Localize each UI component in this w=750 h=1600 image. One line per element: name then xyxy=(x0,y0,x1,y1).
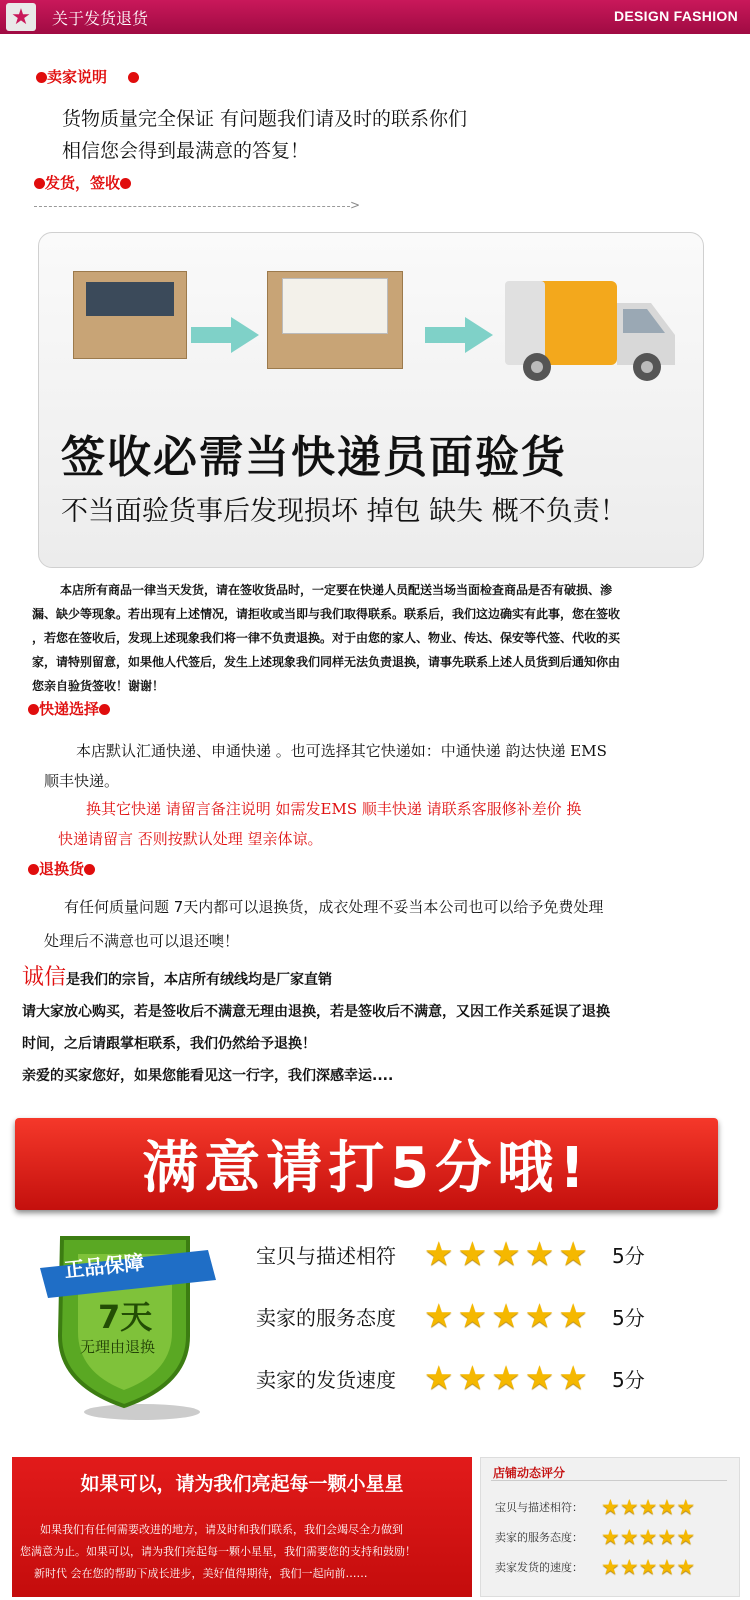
open-box-icon xyxy=(73,271,187,359)
footer-lines: 如果我们有任何需要改进的地方，请及时和我们联系，我们会竭尽全力做到 您满意为止。如果可以，请为我们亮起每一颗小星星，我们需要您的支持和鼓励！ 新时代 会在您的帮助下成长进步，美好值得期待，我们一起向前…… xyxy=(20,1523,416,1580)
star-icon: ★ xyxy=(601,1555,620,1579)
footer-message xyxy=(12,1457,472,1597)
rating-label: 宝贝与描述相符 xyxy=(256,1244,396,1268)
seller-line-1: 货物质量完全保证 有问题我们请及时的联系你们 xyxy=(62,108,468,130)
footer xyxy=(12,1457,740,1597)
returns-text: 有任何质量问题 7天内都可以退换货，成衣处理不妥当本公司也可以给予免费处理 处理后不满意也可以退还噢！ xyxy=(44,898,604,950)
delivery-truck-icon xyxy=(501,273,681,383)
star-icon: ★ xyxy=(657,1555,677,1579)
shipping-heading: 发货，签收 xyxy=(34,172,131,193)
star-icon: ★ xyxy=(424,1234,454,1273)
footer-title: 如果可以，请为我们亮起每一颗小星星 xyxy=(80,1473,404,1495)
header-bar xyxy=(0,0,750,34)
shop-rating-row: 卖家发货的速度： ★ ★ ★ ★ ★ xyxy=(495,1555,696,1579)
header-brand: DESIGN FASHION xyxy=(614,8,738,24)
rating-score: 5分 xyxy=(612,1306,645,1330)
dashed-divider xyxy=(34,206,350,207)
shipping-paragraph: 本店所有商品一律当天发货，请在签收货品时，一定要在快递人员配送当场当面检查商品是否有破损、渗 漏、缺少等现象。若出现有上述情况，请拒收或当即与我们取得联系。联系后，我们这边确实有此事，您在签收 ，若您在签收后，发现上述现象我们将一律不负责退换。对于由您的家人、物业、传达、保安等代签、代收的买 家，请特别留意，如果他人代签后，发生上述现象我们同样无法负责退换，请事先联系上述人员货到后通知你由 您亲自验货签收！谢谢！ xyxy=(32,583,621,693)
rating-label: 卖家的发货速度 xyxy=(256,1368,396,1392)
arrow-icon xyxy=(191,317,259,353)
arrow-icon xyxy=(425,317,493,353)
star-icon: ★ xyxy=(638,1555,658,1579)
star-icon: ★ xyxy=(657,1495,677,1519)
panel-headline: 签收必需当快递员面验货 xyxy=(61,432,567,483)
red-dot-icon xyxy=(36,72,47,83)
returns-policy: 请大家放心购买，若是签收后不满意无理由退换，若是签收后不满意，又因工作关系延误了退换 时间，之后请跟掌柜联系，我们仍然给予退换！ 亲爱的买家您好，如果您能看见这一行字，我们深感幸运.... xyxy=(22,1004,610,1084)
star-icon: ★ xyxy=(558,1296,588,1335)
shop-rating-title: 店铺动态评分 xyxy=(493,1466,566,1480)
rating-banner: 满意请打5分哦! xyxy=(15,1118,718,1210)
red-dot-icon xyxy=(128,72,139,83)
express-text: 本店默认汇通快递、申通快递 。也可选择其它快递如：中通快递 韵达快递 EMS 顺丰快递。 xyxy=(44,742,607,790)
star-icon: ★ xyxy=(491,1358,521,1397)
star-icon: ★ xyxy=(424,1358,454,1397)
returns-heading: 退换货 xyxy=(28,858,95,879)
star-icon: ★ xyxy=(619,1525,639,1549)
star-icon: ★ xyxy=(676,1555,696,1579)
shield-days: 7天 xyxy=(98,1298,153,1336)
shield-ribbon: 正品保障 xyxy=(63,1249,146,1283)
red-dot-icon xyxy=(28,864,39,875)
divider xyxy=(491,1480,727,1481)
star-icon: ★ xyxy=(491,1234,521,1273)
express-note: 换其它快递 请留言备注说明 如需发EMS 顺丰快递 请联系客服修补差价 换 快递请留言 否则按默认处理 望亲体谅。 xyxy=(58,800,582,848)
star-icon: ★ xyxy=(424,1296,454,1335)
arrow-right-icon: > xyxy=(350,198,361,212)
star-icon: ★ xyxy=(619,1495,639,1519)
red-dot-icon xyxy=(34,178,45,189)
panel-subline: 不当面验货事后发现损坏 掉包 缺失 概不负责！ xyxy=(61,496,627,527)
star-icon: ★ xyxy=(601,1495,620,1519)
star-icon: ★ xyxy=(657,1525,677,1549)
star-icon: ★ xyxy=(619,1555,639,1579)
shop-rating-row: 卖家的服务态度： ★ ★ ★ ★ ★ xyxy=(495,1525,696,1549)
star-icon: ★ xyxy=(638,1495,658,1519)
shop-rating-row: 宝贝与描述相符： ★ ★ ★ ★ ★ xyxy=(495,1495,696,1519)
star-icon: ★ xyxy=(457,1296,488,1335)
star-icon: ★ xyxy=(491,1296,521,1335)
star-rating xyxy=(424,1298,588,1334)
star-icon: ★ xyxy=(457,1358,488,1397)
star-rating xyxy=(424,1236,588,1272)
shop-rating-rows xyxy=(495,1492,735,1582)
star-rating xyxy=(424,1360,588,1396)
header-title: 关于发货退货 xyxy=(52,9,149,28)
seller-heading: 卖家说明 xyxy=(36,66,139,87)
red-dot-icon xyxy=(120,178,131,189)
red-dot-icon xyxy=(84,864,95,875)
honesty-line: 诚信是我们的宗旨，本店所有绒线均是厂家直销 xyxy=(22,965,333,990)
shield-sub: 无理由退换 xyxy=(80,1338,156,1356)
star-icon: ★ xyxy=(524,1358,555,1397)
red-dot-icon xyxy=(28,704,39,715)
express-heading: 快递选择 xyxy=(28,698,110,719)
star-icon: ★ xyxy=(638,1525,658,1549)
star-icon: ★ xyxy=(524,1234,555,1273)
star-icon: ★ xyxy=(558,1234,588,1273)
rating-score: 5分 xyxy=(612,1244,645,1268)
star-icon: ★ xyxy=(558,1358,588,1397)
delivery-panel xyxy=(38,232,704,568)
star-icon: ★ xyxy=(6,3,36,31)
red-dot-icon xyxy=(99,704,110,715)
sealed-box-icon xyxy=(267,271,403,369)
seller-line-2: 相信您会得到最满意的答复！ xyxy=(62,140,310,162)
star-icon: ★ xyxy=(676,1495,696,1519)
star-icon: ★ xyxy=(676,1525,696,1549)
star-icon: ★ xyxy=(524,1296,555,1335)
star-icon: ★ xyxy=(601,1525,620,1549)
rating-score: 5分 xyxy=(612,1368,645,1392)
shop-rating-panel xyxy=(480,1457,740,1597)
star-icon: ★ xyxy=(457,1234,488,1273)
rating-label: 卖家的服务态度 xyxy=(256,1306,396,1330)
